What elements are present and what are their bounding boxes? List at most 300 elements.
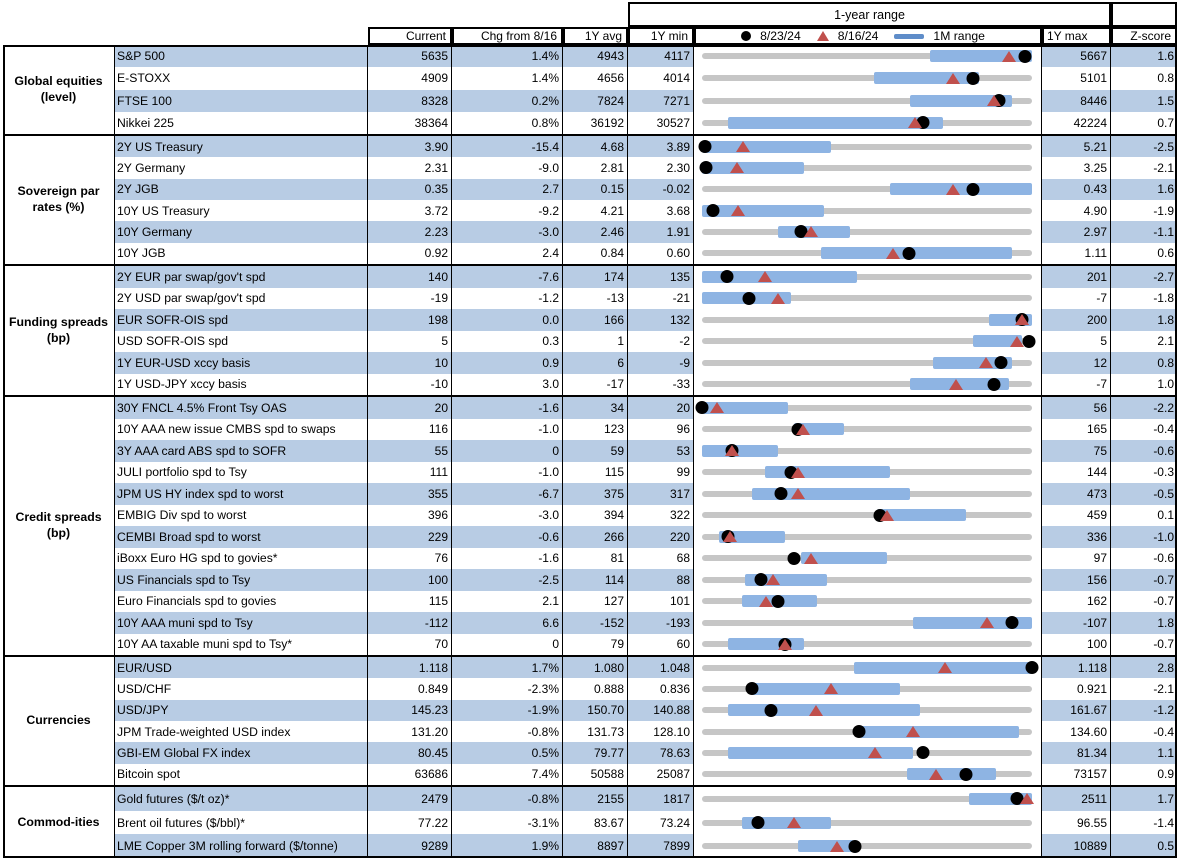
table-row [115,221,1177,242]
max-value: 97 [1042,548,1111,570]
z-score-value: 1.1 [1111,742,1177,763]
table-row [115,787,1177,811]
current-value: 115 [368,591,452,613]
min-value: 1.048 [628,657,694,678]
z-score-value: 1.0 [1157,377,1174,392]
one-month-range-bar [907,768,996,780]
one-month-range-bar [874,72,980,84]
range-chart [694,419,1042,441]
metric-name-cell: USD/CHF [115,678,368,699]
min-value: -9 [628,352,694,374]
z-score-value: -0.4 [1153,422,1174,437]
metric-name-cell: LME Copper 3M rolling forward ($/tonne) [115,834,368,858]
current-value: 145.23 [368,700,452,721]
triangle-marker-8-16 [1015,314,1029,325]
min-value: 99 [628,462,694,484]
column-header-zscore: Z-score [1111,27,1177,45]
dot-marker-8-23 [1019,50,1032,63]
current-value: 116 [368,419,452,441]
range-chart [694,526,1042,548]
z-score-value: 1.7 [1111,787,1177,811]
current-value: -112 [368,612,452,634]
section-2 [3,264,1177,395]
avg-value: 131.73 [563,721,628,742]
table-body [3,45,1177,858]
range-chart [694,700,1042,721]
section-5 [3,785,1177,858]
chg-value: -3.0 [452,505,563,527]
range-chart [694,309,1042,331]
z-score-value: 0.6 [1157,246,1174,261]
triangle-marker-8-16 [725,445,739,456]
category-label: Commod-ities [3,787,115,858]
avg-value: 2.81 [563,157,628,178]
current-value: 2.23 [368,221,452,242]
section-rows [115,397,1177,655]
table-row [115,721,1177,742]
min-value: 53 [628,440,694,462]
min-value: -33 [628,374,694,396]
chg-value: 0.0 [452,309,563,331]
metric-name-cell: 2Y Germany [115,157,368,178]
chg-value: -15.4 [452,136,563,157]
current-value: 3.72 [368,200,452,221]
current-value: 76 [368,548,452,570]
z-score-value: 0.5 [1111,834,1177,858]
section-1 [3,134,1177,264]
chg-value: 1.4% [452,45,563,67]
min-value: 4117 [628,45,694,67]
max-value: 100 [1042,634,1111,656]
dot-marker-8-23 [849,840,862,853]
metric-name-cell: 2Y US Treasury [115,136,368,157]
table-row [115,462,1177,484]
z-score-value: 1.6 [1111,45,1177,67]
z-score-value: -2.7 [1111,266,1177,288]
z-score-value: -1.2 [1111,700,1177,721]
max-value: 10889 [1042,834,1111,858]
column-header-1y-avg: 1Y avg [563,27,628,45]
range-chart [694,243,1042,264]
range-chart [694,634,1042,656]
chg-value: -1.9% [452,700,563,721]
avg-value: 166 [563,309,628,331]
chg-value: -2.5 [452,569,563,591]
avg-value: 0.84 [563,243,628,264]
min-value: 317 [628,483,694,505]
chg-value: 2.1 [452,591,563,613]
chg-value: -7.6 [452,266,563,288]
z-score-value: 1.8 [1111,309,1177,331]
max-value: 156 [1042,569,1111,591]
chg-value: -3.1% [452,811,563,835]
current-value: 77.22 [368,811,452,835]
section-rows [115,787,1177,858]
max-value: -7 [1042,288,1111,310]
metric-name-cell: FTSE 100 [115,90,368,112]
metric-name-cell: 10Y Germany [115,221,368,242]
avg-value: 4943 [563,45,628,67]
max-value: 134.60 [1042,721,1111,742]
max-value: -7 [1042,374,1111,396]
z-score-value: -2.2 [1111,397,1177,419]
max-value: 5667 [1042,45,1111,67]
z-score-value: -1.8 [1153,291,1174,306]
table-row [115,243,1177,264]
triangle-marker-8-16 [759,596,773,607]
triangle-marker-8-16 [886,248,900,259]
table-row [115,483,1177,505]
max-value: 162 [1042,591,1111,613]
range-chart [694,811,1042,835]
metric-name-cell: EUR/USD [115,657,368,678]
dot-marker-8-23 [765,704,778,717]
avg-value: 1 [563,331,628,353]
triangle-marker-8-16 [880,510,894,521]
min-value: 88 [628,569,694,591]
dot-marker-8-23 [994,356,1007,369]
avg-value: 6 [563,352,628,374]
category-label: Currencies [3,657,115,785]
triangle-legend-label: 8/16/24 [837,29,879,43]
metric-name-cell: EUR SOFR-OIS spd [115,309,368,331]
table-row [115,309,1177,331]
range-chart [694,764,1042,785]
table-row [115,634,1177,656]
table-row [115,591,1177,613]
z-score-value: 1.6 [1111,179,1177,200]
table-row [115,157,1177,178]
table-row [115,764,1177,785]
avg-value: 50588 [563,764,628,785]
category-label: Sovereign par rates (%) [3,136,115,264]
table-row [115,505,1177,527]
max-value: 73157 [1042,764,1111,785]
max-value: 1.118 [1042,657,1111,678]
chg-value: 2.7 [452,179,563,200]
range-chart [694,331,1042,353]
triangle-marker-8-16 [906,726,920,737]
current-value: 396 [368,505,452,527]
avg-value: -152 [563,612,628,634]
max-value: 12 [1042,352,1111,374]
avg-value: 150.70 [563,700,628,721]
dot-marker-8-23 [1026,661,1039,674]
current-value: 20 [368,397,452,419]
table-row [115,742,1177,763]
z-score-value: -0.6 [1153,551,1174,566]
avg-value: 127 [563,591,628,613]
range-chart [694,483,1042,505]
range-track [702,426,1032,432]
range-chart [694,678,1042,699]
min-value: 1817 [628,787,694,811]
triangle-marker-8-16 [946,184,960,195]
z-score-value: -0.7 [1153,594,1174,609]
min-value: 2.30 [628,157,694,178]
chg-value: -9.0 [452,157,563,178]
avg-value: 81 [563,548,628,570]
dot-marker-8-23 [917,746,930,759]
range-chart [694,221,1042,242]
min-value: 3.89 [628,136,694,157]
table-row [115,67,1177,89]
section-3 [3,395,1177,655]
metric-name-cell: JULI portfolio spd to Tsy [115,462,368,484]
min-value: 78.63 [628,742,694,763]
metric-name-cell: Nikkei 225 [115,112,368,134]
max-value: 459 [1042,505,1111,527]
min-value: 322 [628,505,694,527]
min-value: -193 [628,612,694,634]
z-score-value: -1.4 [1153,815,1174,830]
min-value: 68 [628,548,694,570]
range-chart [694,397,1042,419]
z-score-value: 2.8 [1111,657,1177,678]
metric-name-cell: 10Y AAA new issue CMBS spd to swaps [115,419,368,441]
current-value: 229 [368,526,452,548]
one-month-range-bar [702,162,804,174]
dot-marker-8-23 [699,161,712,174]
current-value: 55 [368,440,452,462]
min-value: 25087 [628,764,694,785]
avg-value: 79.77 [563,742,628,763]
dot-marker-8-23 [721,270,734,283]
avg-value: 114 [563,569,628,591]
min-value: 220 [628,526,694,548]
chg-value: -0.6 [452,526,563,548]
z-score-value: 1.8 [1111,612,1177,634]
table-row [115,569,1177,591]
avg-value: 34 [563,397,628,419]
dot-marker-8-23 [1006,616,1019,629]
range-chart [694,721,1042,742]
max-value: 75 [1042,440,1111,462]
min-value: 132 [628,309,694,331]
avg-value: -17 [563,374,628,396]
max-value: 336 [1042,526,1111,548]
min-value: 0.836 [628,678,694,699]
triangle-marker-8-16 [1002,51,1016,62]
current-value: 355 [368,483,452,505]
chg-value: 0.2% [452,90,563,112]
range-title-label: 1-year range [834,7,905,22]
triangle-marker-8-16 [908,117,922,128]
min-value: -2 [628,331,694,353]
max-value: 5 [1042,331,1111,353]
avg-value: 1.080 [563,657,628,678]
triangle-marker-8-16 [796,424,810,435]
max-value: 96.55 [1042,811,1111,835]
column-header-1y-max: 1Y max [1042,27,1111,45]
chg-value: 1.9% [452,834,563,858]
chg-value: -1.0 [452,419,563,441]
dot-marker-8-23 [698,140,711,153]
avg-value: 266 [563,526,628,548]
table-row [115,200,1177,221]
z-score-value: -0.7 [1111,569,1177,591]
metric-name-cell: 10Y US Treasury [115,200,368,221]
max-value: 473 [1042,483,1111,505]
triangle-marker-8-16 [791,467,805,478]
min-value: 128.10 [628,721,694,742]
chg-value: -0.8% [452,721,563,742]
chg-value: 1.7% [452,657,563,678]
triangle-marker-8-16 [736,141,750,152]
chg-value: -2.3% [452,678,563,699]
avg-value: 4.21 [563,200,628,221]
triangle-marker-8-16 [980,617,994,628]
min-value: 3.68 [628,200,694,221]
dot-marker-8-23 [706,204,719,217]
triangle-marker-8-16 [1010,336,1024,347]
dot-marker-8-23 [966,72,979,85]
range-chart [694,374,1042,396]
range-chart [694,834,1042,858]
chg-value: -9.2 [452,200,563,221]
z-score-value: -0.3 [1153,465,1174,480]
current-value: 4909 [368,67,452,89]
current-value: 1.118 [368,657,452,678]
triangle-marker-8-16 [987,95,1001,106]
dot-marker-8-23 [746,682,759,695]
table-row [115,612,1177,634]
chg-value: -1.2 [452,288,563,310]
metric-name-cell: EMBIG Div spd to worst [115,505,368,527]
table-row [115,700,1177,721]
chg-value: 3.0 [452,374,563,396]
range-chart [694,67,1042,89]
current-value: 100 [368,569,452,591]
category-label: Global equities (level) [3,45,115,134]
metric-name-cell: 2Y EUR par swap/gov't spd [115,266,368,288]
dot-marker-8-23 [853,725,866,738]
z-score-value: 0.7 [1157,115,1174,130]
table-row [115,352,1177,374]
current-value: 0.92 [368,243,452,264]
chg-value: 0 [452,634,563,656]
max-value: 81.34 [1042,742,1111,763]
range-chart [694,440,1042,462]
max-value: 0.43 [1042,179,1111,200]
one-month-range-bar [890,183,1032,195]
dot-marker-8-23 [752,816,765,829]
one-month-range-bar [860,726,1018,738]
chg-value: -1.6 [452,548,563,570]
table-row [115,834,1177,858]
metric-name-cell: 10Y JGB [115,243,368,264]
min-value: 7899 [628,834,694,858]
range-track [702,229,1032,235]
max-value: 200 [1042,309,1111,331]
metric-name-cell: Bitcoin spot [115,764,368,785]
zscore-header-spacer [1111,2,1177,27]
table-row [115,136,1177,157]
triangle-marker-8-16 [791,488,805,499]
triangle-marker-8-16 [929,769,943,780]
metric-name-cell: iBoxx Euro HG spd to govies* [115,548,368,570]
avg-value: 2155 [563,787,628,811]
one-month-range-bar [798,840,854,852]
range-chart [694,787,1042,811]
current-value: 5 [368,331,452,353]
dot-marker-8-23 [743,292,756,305]
metric-name-cell: GBI-EM Global FX index [115,742,368,763]
z-score-value: 0.8 [1157,71,1174,86]
max-value: 144 [1042,462,1111,484]
range-column-title [628,2,1111,27]
min-value: 101 [628,591,694,613]
range-chart [694,505,1042,527]
current-value: 2479 [368,787,452,811]
table-row [115,526,1177,548]
current-value: 63686 [368,764,452,785]
dot-marker-8-23 [775,487,788,500]
avg-value: 36192 [563,112,628,134]
current-value: 10 [368,352,452,374]
table-row [115,288,1177,310]
max-value: 3.25 [1042,157,1111,178]
table-row [115,179,1177,200]
triangle-marker-8-16 [771,293,785,304]
chg-value: -3.0 [452,221,563,242]
max-value: -107 [1042,612,1111,634]
avg-value: 4656 [563,67,628,89]
one-month-range-bar [765,466,890,478]
metric-name-cell: USD SOFR-OIS spd [115,331,368,353]
z-score-value: -2.5 [1111,136,1177,157]
triangle-marker-8-16 [949,379,963,390]
z-score-value: -0.5 [1111,483,1177,505]
range-track [702,75,1032,81]
avg-value: 174 [563,266,628,288]
range-chart [694,157,1042,178]
chg-value: 0.3 [452,331,563,353]
max-value: 201 [1042,266,1111,288]
section-4 [3,655,1177,785]
one-month-range-bar [728,638,804,650]
range-chart [694,200,1042,221]
triangle-marker-8-16 [1020,793,1034,804]
triangle-legend-icon [817,31,829,41]
chg-value: 2.4 [452,243,563,264]
avg-value: 8897 [563,834,628,858]
metric-name-cell: S&P 500 [115,45,368,67]
z-score-value: 2.1 [1157,334,1174,349]
range-track [702,317,1032,323]
current-value: 8328 [368,90,452,112]
one-month-range-bar [821,247,1012,259]
range-chart [694,548,1042,570]
metric-name-cell: E-STOXX [115,67,368,89]
min-value: -0.02 [628,179,694,200]
section-rows [115,45,1177,134]
min-value: 0.60 [628,243,694,264]
min-value: 73.24 [628,811,694,835]
section-rows [115,136,1177,264]
max-value: 1.11 [1042,243,1111,264]
metric-name-cell: 3Y AAA card ABS spd to SOFR [115,440,368,462]
avg-value: 2.46 [563,221,628,242]
triangle-marker-8-16 [824,683,838,694]
current-value: -19 [368,288,452,310]
one-month-range-bar [728,704,919,716]
range-chart [694,352,1042,374]
z-score-value: -1.0 [1111,526,1177,548]
table-row [115,548,1177,570]
dot-legend-label: 8/23/24 [760,29,801,43]
chg-value: -1.6 [452,397,563,419]
